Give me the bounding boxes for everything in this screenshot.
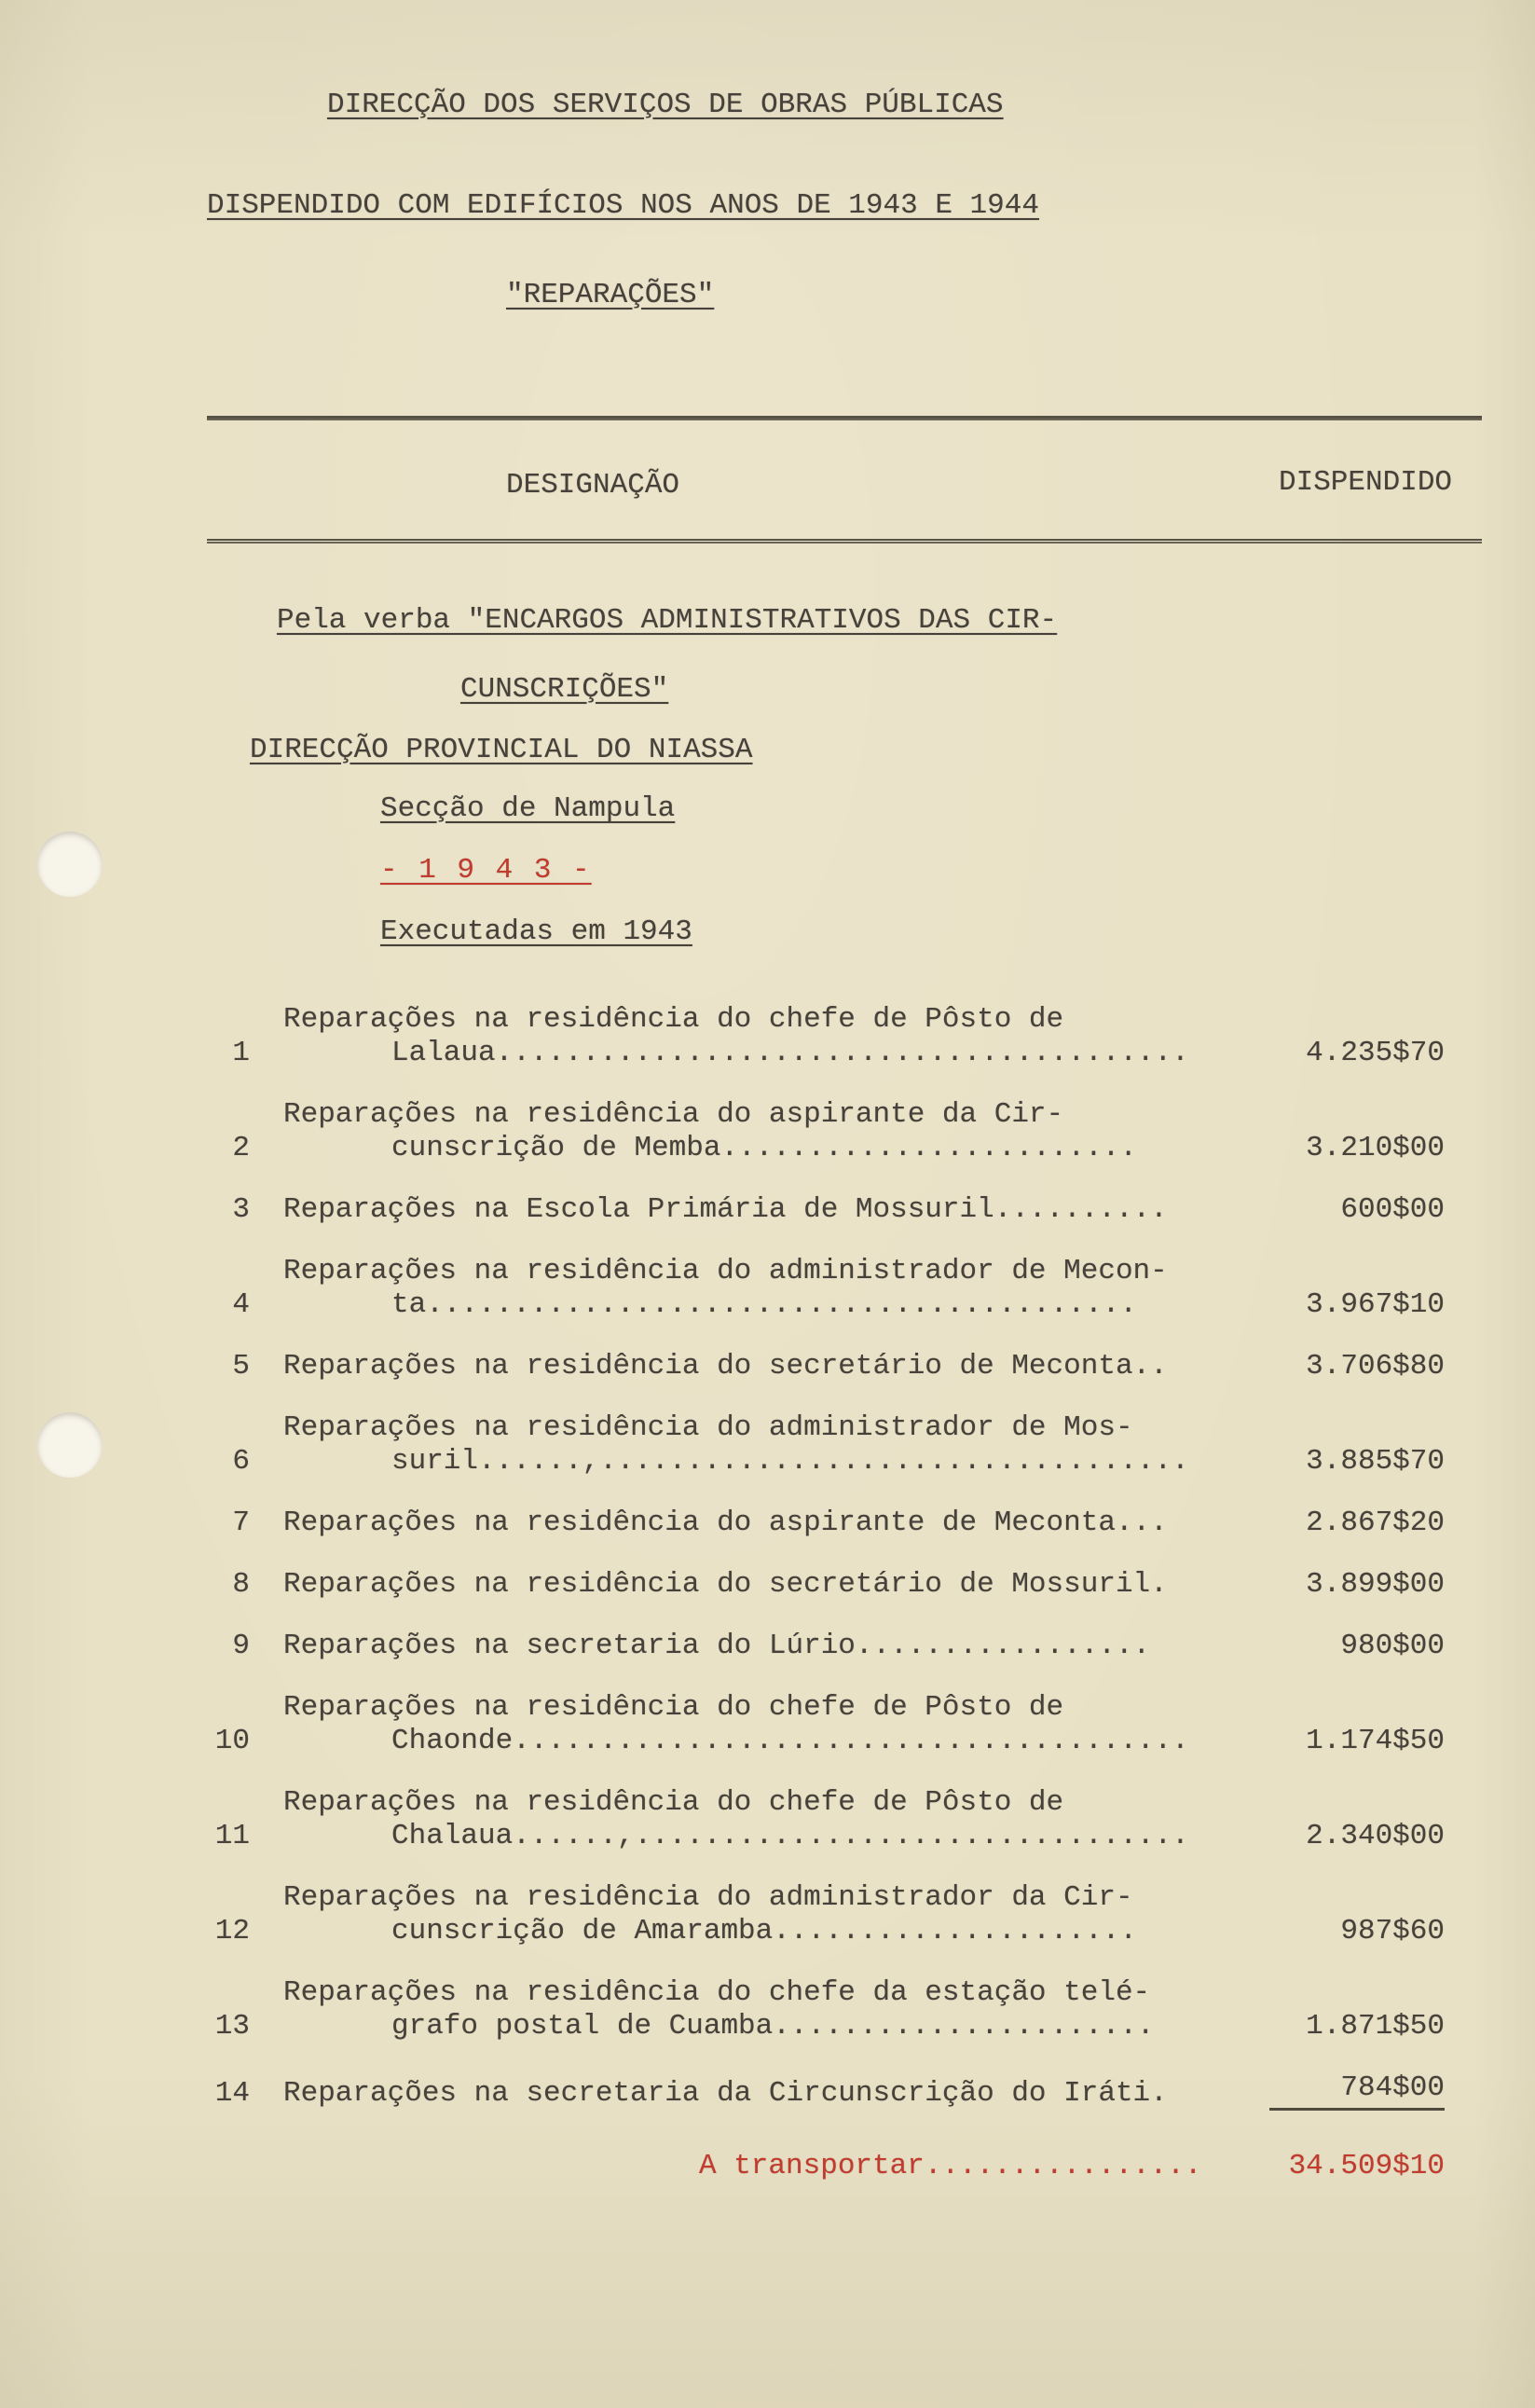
expense-row: [214, 1568, 1445, 1602]
verba-heading-line1: Pela verba "ENCARGOS ADMINISTRATIVOS DAS CIR-: [277, 604, 1058, 637]
provincial-direction-heading: DIRECÇÃO PROVINCIAL DO NIASSA: [250, 734, 753, 766]
row-description-line: Chalaua......,................................: [391, 1820, 1189, 1852]
row-description: [283, 1786, 1269, 1853]
punch-hole-bottom: [37, 1412, 103, 1478]
row-description-line: Lalaua........................................: [391, 1037, 1189, 1069]
expense-row: [214, 1003, 1445, 1070]
row-number: 10: [214, 1725, 250, 1757]
expense-row: [214, 1881, 1445, 1948]
row-description-line: Reparações na residência do administrador da Cir-: [283, 1881, 1133, 1914]
row-description-line: Reparações na secretaria do Lúrio.................: [283, 1630, 1151, 1662]
row-number: 3: [232, 1193, 250, 1226]
row-description-line: Reparações na residência do chefe de Pôsto de: [283, 1786, 1064, 1819]
row-value: 3.210$00: [1306, 1132, 1445, 1164]
expense-row: [214, 1630, 1445, 1663]
row-description: [283, 1098, 1269, 1165]
row-value: 3.885$70: [1306, 1445, 1445, 1478]
row-description-line: ta.........................................: [391, 1288, 1137, 1321]
subsection-heading: Secção de Nampula: [380, 792, 676, 825]
row-number: 9: [232, 1630, 250, 1662]
expense-rows: [214, 1003, 1445, 2111]
row-description: [283, 1255, 1269, 1322]
row-description-line: Reparações na residência do secretário de Meconta..: [283, 1350, 1168, 1383]
row-description: [283, 1003, 1269, 1070]
row-description-line: Reparações na residência do aspirante da Cir-: [283, 1098, 1064, 1131]
row-value: 784$00: [1269, 2071, 1445, 2111]
row-description: [283, 1193, 1269, 1227]
column-header-dispendido: DISPENDIDO: [1279, 466, 1453, 499]
row-number: 13: [214, 2010, 250, 2043]
row-value: 600$00: [1340, 1193, 1445, 1226]
expense-table: [214, 1003, 1445, 2183]
year-heading: - 1 9 4 3 -: [380, 854, 592, 887]
row-value: 1.871$50: [1306, 2010, 1445, 2043]
row-description: [283, 1411, 1269, 1479]
divider-top-double-rule: [207, 416, 1482, 420]
row-description-line: Reparações na residência do secretário de Mossuril.: [283, 1568, 1168, 1601]
row-value: 1.174$50: [1306, 1725, 1445, 1757]
expense-row: [214, 1976, 1445, 2043]
row-number: 11: [214, 1820, 250, 1852]
row-description-line: Reparações na residência do administrador de Mecon-: [283, 1255, 1168, 1287]
row-description-line: cunscrição de Memba........................: [391, 1132, 1137, 1164]
row-value: 3.899$00: [1306, 1568, 1445, 1601]
row-number: 12: [214, 1915, 250, 1947]
row-description: [283, 2077, 1269, 2111]
row-value: 980$00: [1340, 1630, 1445, 1662]
row-description: [283, 1976, 1269, 2043]
row-description-line: Reparações na residência do chefe da estação telé-: [283, 1976, 1151, 2009]
row-number: 14: [214, 2077, 250, 2110]
expense-row: [214, 1411, 1445, 1479]
row-number: 5: [232, 1350, 250, 1383]
row-description: [283, 1881, 1269, 1948]
expense-row: [214, 1255, 1445, 1322]
column-header-designacao: DESIGNAÇÃO: [506, 469, 680, 502]
punch-hole-top: [37, 832, 103, 897]
document-section-title: "REPARAÇÕES": [506, 279, 715, 311]
row-description: [283, 1350, 1269, 1383]
expense-row: [214, 1098, 1445, 1165]
row-number: 6: [232, 1445, 250, 1478]
divider-header-rule: [207, 539, 1482, 544]
document-subtitle: DISPENDIDO COM EDIFÍCIOS NOS ANOS DE 1943 E 1944: [207, 189, 1039, 222]
row-description-line: Chaonde.......................................: [391, 1725, 1189, 1757]
verba-heading-line2: CUNSCRIÇÕES": [460, 673, 669, 706]
row-description-line: Reparações na secretaria da Circunscrição do Iráti.: [283, 2077, 1168, 2110]
expense-row: [214, 1507, 1445, 1540]
row-description-line: cunscrição de Amaramba.....................: [391, 1915, 1137, 1947]
row-value: 3.706$80: [1306, 1350, 1445, 1383]
row-number: 1: [232, 1037, 250, 1069]
carry-forward-row: [214, 2150, 1445, 2183]
document-title: DIRECÇÃO DOS SERVIÇOS DE OBRAS PÚBLICAS: [327, 89, 1004, 121]
row-description: [283, 1691, 1269, 1758]
row-value: 2.867$20: [1306, 1507, 1445, 1539]
row-description: [283, 1630, 1269, 1663]
row-description-line: suril......,..................................: [391, 1445, 1189, 1478]
carry-forward-label: A transportar................: [699, 2150, 1202, 2182]
row-description-line: Reparações na Escola Primária de Mossuril..........: [283, 1193, 1168, 1226]
row-number: 4: [232, 1288, 250, 1321]
carry-forward-value: 34.509$10: [1288, 2150, 1445, 2182]
row-value: 987$60: [1340, 1915, 1445, 1947]
expense-row: [214, 1691, 1445, 1758]
row-value: 2.340$00: [1306, 1820, 1445, 1852]
row-number: 2: [232, 1132, 250, 1164]
row-value: 4.235$70: [1306, 1037, 1445, 1069]
executed-heading: Executadas em 1943: [380, 915, 692, 948]
row-number: 8: [232, 1568, 250, 1601]
row-description-line: Reparações na residência do administrador de Mos-: [283, 1411, 1133, 1444]
row-description-line: Reparações na residência do chefe de Pôsto de: [283, 1003, 1064, 1036]
row-description-line: Reparações na residência do aspirante de Meconta...: [283, 1507, 1168, 1539]
row-description: [283, 1568, 1269, 1602]
expense-row: [214, 1193, 1445, 1227]
expense-row: [214, 1350, 1445, 1383]
row-value: 3.967$10: [1306, 1288, 1445, 1321]
expense-row: [214, 2071, 1445, 2111]
row-description: [283, 1507, 1269, 1540]
row-number: 7: [232, 1507, 250, 1539]
row-description-line: Reparações na residência do chefe de Pôsto de: [283, 1691, 1064, 1724]
expense-row: [214, 1786, 1445, 1853]
row-description-line: grafo postal de Cuamba......................: [391, 2010, 1155, 2043]
